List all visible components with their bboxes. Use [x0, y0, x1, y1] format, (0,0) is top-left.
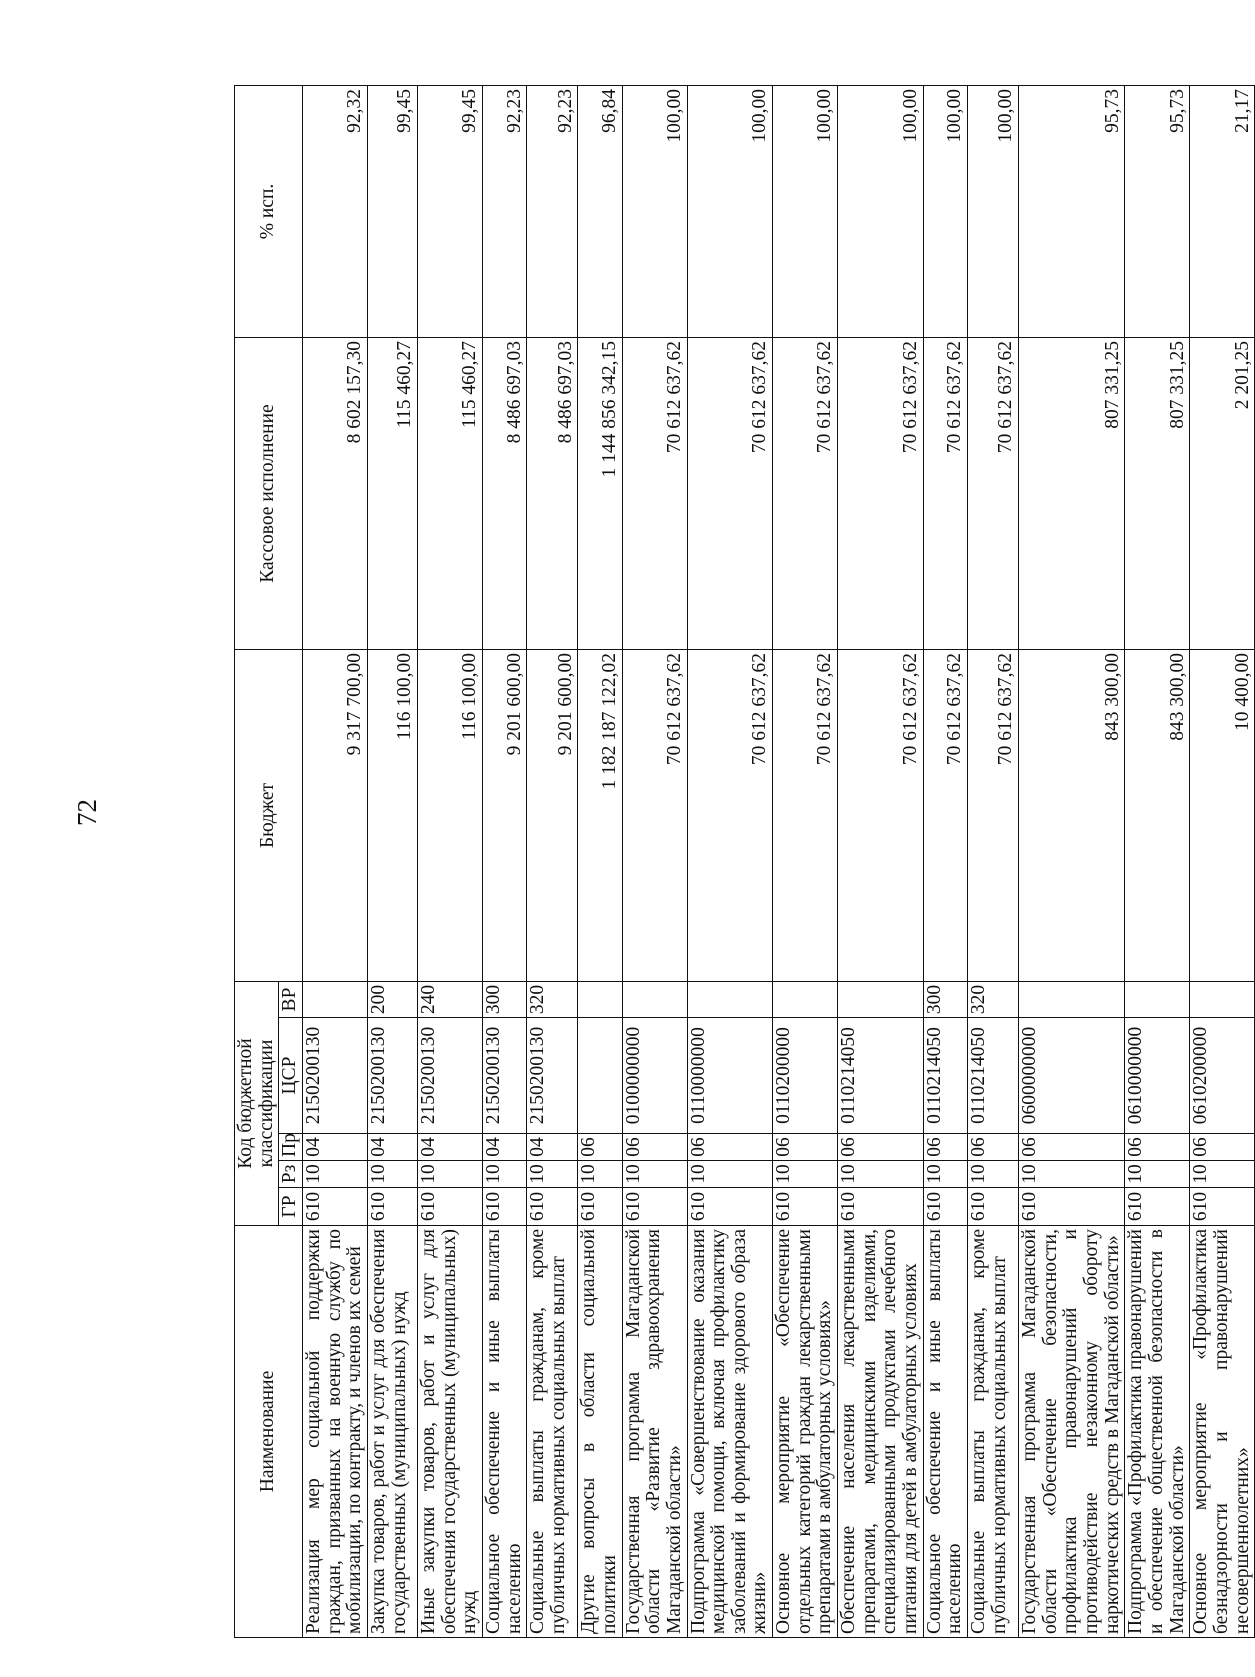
header-code-group: Код бюджетной классификации: [235, 982, 279, 1226]
row-name: Другие вопросы в области социальной политики: [578, 1226, 622, 1638]
row-budget: 70 612 637,62: [622, 650, 687, 982]
row-name: Закупка товаров, работ и услуг для обеспечения государственных (муниципальных) нужд: [367, 1226, 417, 1638]
row-execution: 70 612 637,62: [838, 338, 924, 650]
table-row: [1125, 86, 1190, 1638]
row-csr: 2150200130: [527, 1018, 578, 1134]
header-gr: ГР: [279, 1188, 303, 1226]
row-name: Государственная программа Магаданской области «Развитие здравоохранения Магаданской области»: [622, 1226, 687, 1638]
row-vr: 200: [367, 982, 417, 1018]
row-execution: 1 144 856 342,15: [578, 338, 622, 650]
row-csr: 2150200130: [367, 1018, 417, 1134]
header-percent: % исп.: [235, 86, 303, 338]
table-row: [838, 86, 924, 1638]
row-vr: [687, 982, 773, 1018]
row-pr: 06: [1190, 1134, 1255, 1161]
row-percent: 100,00: [687, 86, 773, 338]
row-gr: 610: [1019, 1188, 1125, 1226]
row-vr: 320: [968, 982, 1019, 1018]
row-name: Подпрограмма «Совершенствование оказания медицинской помощи, включая профилактику заболеваний и формирование здорового образа жизни»: [687, 1226, 773, 1638]
row-vr: [622, 982, 687, 1018]
row-pr: 06: [968, 1134, 1019, 1161]
row-budget: 116 100,00: [417, 650, 482, 982]
header-rz: Рз: [279, 1161, 303, 1188]
table-row: [1019, 86, 1125, 1638]
row-budget: 843 300,00: [1125, 650, 1190, 982]
row-vr: [1019, 982, 1125, 1018]
header-execution: Кассовое исполнение: [235, 338, 303, 650]
row-execution: 70 612 637,62: [968, 338, 1019, 650]
row-gr: 610: [367, 1188, 417, 1226]
row-pr: 04: [482, 1134, 526, 1161]
row-gr: 610: [527, 1188, 578, 1226]
row-execution: 115 460,27: [417, 338, 482, 650]
row-rz: 10: [1019, 1161, 1125, 1188]
row-budget: 70 612 637,62: [838, 650, 924, 982]
row-gr: 610: [482, 1188, 526, 1226]
header-vr: ВР: [279, 982, 303, 1018]
row-vr: 300: [923, 982, 967, 1018]
row-name: Социальные выплаты гражданам, кроме публичных нормативных социальных выплат: [968, 1226, 1019, 1638]
row-pr: 06: [773, 1134, 838, 1161]
row-rz: 10: [417, 1161, 482, 1188]
row-rz: 10: [1190, 1161, 1255, 1188]
row-rz: 10: [622, 1161, 687, 1188]
table-row: [687, 86, 773, 1638]
row-pr: 04: [367, 1134, 417, 1161]
row-percent: 92,32: [302, 86, 367, 338]
table-row: [578, 86, 622, 1638]
row-vr: 320: [527, 982, 578, 1018]
row-budget: 843 300,00: [1019, 650, 1125, 982]
row-percent: 100,00: [923, 86, 967, 338]
row-csr: 0110214050: [968, 1018, 1019, 1134]
row-execution: 70 612 637,62: [923, 338, 967, 650]
row-gr: 610: [838, 1188, 924, 1226]
table-row: [1190, 86, 1255, 1638]
row-percent: 96,84: [578, 86, 622, 338]
row-rz: 10: [482, 1161, 526, 1188]
row-execution: 70 612 637,62: [773, 338, 838, 650]
row-execution: 115 460,27: [367, 338, 417, 650]
row-rz: 10: [968, 1161, 1019, 1188]
row-csr: 0110000000: [687, 1018, 773, 1134]
row-budget: 70 612 637,62: [687, 650, 773, 982]
row-name: Государственная программа Магаданской области «Обеспечение безопасности, профилактика правонарушений и противодействие незаконному обороту наркотических средств в Магаданской области»: [1019, 1226, 1125, 1638]
row-name: Иные закупки товаров, работ и услуг для обеспечения государственных (муниципальных) нужд: [417, 1226, 482, 1638]
header-name: Наименование: [235, 1226, 303, 1638]
row-gr: 610: [1190, 1188, 1255, 1226]
row-pr: 04: [302, 1134, 367, 1161]
row-csr: 0610200000: [1190, 1018, 1255, 1134]
table-row: [417, 86, 482, 1638]
table-row: [968, 86, 1019, 1638]
budget-table-container: [234, 86, 1253, 1638]
row-execution: 807 331,25: [1019, 338, 1125, 650]
row-execution: 70 612 637,62: [687, 338, 773, 650]
row-execution: 8 602 157,30: [302, 338, 367, 650]
table-row: [622, 86, 687, 1638]
row-name: Социальное обеспечение и иные выплаты населению: [482, 1226, 526, 1638]
row-pr: 06: [578, 1134, 622, 1161]
row-percent: 92,23: [527, 86, 578, 338]
row-rz: 10: [773, 1161, 838, 1188]
row-percent: 100,00: [838, 86, 924, 338]
row-pr: 06: [1125, 1134, 1190, 1161]
row-rz: 10: [578, 1161, 622, 1188]
row-budget: 70 612 637,62: [773, 650, 838, 982]
row-rz: 10: [1125, 1161, 1190, 1188]
row-csr: 0110200000: [773, 1018, 838, 1134]
row-percent: 100,00: [622, 86, 687, 338]
row-rz: 10: [302, 1161, 367, 1188]
row-vr: 300: [482, 982, 526, 1018]
row-csr: 0610000000: [1125, 1018, 1190, 1134]
row-gr: 610: [923, 1188, 967, 1226]
row-pr: 04: [527, 1134, 578, 1161]
table-body: [302, 86, 1254, 1638]
row-gr: 610: [578, 1188, 622, 1226]
row-name: Основное мероприятие «Профилактика безнадзорности и правонарушений несовершеннолетних»: [1190, 1226, 1255, 1638]
row-gr: 610: [302, 1188, 367, 1226]
row-name: Основное мероприятие «Обеспечение отдельных категорий граждан лекарственными препаратами в амбулаторных условиях»: [773, 1226, 838, 1638]
row-csr: 0600000000: [1019, 1018, 1125, 1134]
row-percent: 92,23: [482, 86, 526, 338]
row-budget: 1 182 187 122,02: [578, 650, 622, 982]
row-csr: 0100000000: [622, 1018, 687, 1134]
row-vr: [302, 982, 367, 1018]
row-budget: 70 612 637,62: [923, 650, 967, 982]
row-rz: 10: [838, 1161, 924, 1188]
row-percent: 95,73: [1019, 86, 1125, 338]
row-rz: 10: [923, 1161, 967, 1188]
header-budget: Бюджет: [235, 650, 303, 982]
row-vr: [838, 982, 924, 1018]
header-csr: ЦСР: [279, 1018, 303, 1134]
row-csr: [578, 1018, 622, 1134]
budget-execution-table: [234, 85, 1255, 1638]
table-row: [923, 86, 967, 1638]
row-pr: 06: [687, 1134, 773, 1161]
row-execution: 70 612 637,62: [622, 338, 687, 650]
row-csr: 2150200130: [417, 1018, 482, 1134]
table-row: [302, 86, 367, 1638]
page-number: 72: [72, 799, 102, 826]
table-row: [367, 86, 417, 1638]
table-row: [527, 86, 578, 1638]
row-rz: 10: [527, 1161, 578, 1188]
row-percent: 99,45: [417, 86, 482, 338]
row-pr: 06: [622, 1134, 687, 1161]
row-percent: 21,17: [1190, 86, 1255, 338]
row-vr: [578, 982, 622, 1018]
row-csr: 0110214050: [923, 1018, 967, 1134]
row-name: Социальные выплаты гражданам, кроме публичных нормативных социальных выплат: [527, 1226, 578, 1638]
row-name: Социальное обеспечение и иные выплаты населению: [923, 1226, 967, 1638]
row-rz: 10: [367, 1161, 417, 1188]
row-vr: [1125, 982, 1190, 1018]
row-csr: 0110214050: [838, 1018, 924, 1134]
row-budget: 10 400,00: [1190, 650, 1255, 982]
header-pr: Пр: [279, 1134, 303, 1161]
row-gr: 610: [687, 1188, 773, 1226]
row-pr: 04: [417, 1134, 482, 1161]
row-budget: 116 100,00: [367, 650, 417, 982]
row-vr: [1190, 982, 1255, 1018]
table-row: [773, 86, 838, 1638]
row-percent: 95,73: [1125, 86, 1190, 338]
row-gr: 610: [1125, 1188, 1190, 1226]
table-row: [482, 86, 526, 1638]
row-execution: 2 201,25: [1190, 338, 1255, 650]
row-pr: 06: [923, 1134, 967, 1161]
row-name: Обеспечение населения лекарственными препаратами, медицинскими изделиями, специализированными продуктами лечебного питания для детей в амбулаторных условиях: [838, 1226, 924, 1638]
row-vr: 240: [417, 982, 482, 1018]
row-csr: 2150200130: [482, 1018, 526, 1134]
row-pr: 06: [1019, 1134, 1125, 1161]
row-execution: 8 486 697,03: [527, 338, 578, 650]
row-vr: [773, 982, 838, 1018]
table-header: [235, 86, 303, 1638]
row-percent: 99,45: [367, 86, 417, 338]
row-csr: 2150200130: [302, 1018, 367, 1134]
row-execution: 807 331,25: [1125, 338, 1190, 650]
row-execution: 8 486 697,03: [482, 338, 526, 650]
row-percent: 100,00: [773, 86, 838, 338]
row-budget: 70 612 637,62: [968, 650, 1019, 982]
row-rz: 10: [687, 1161, 773, 1188]
row-percent: 100,00: [968, 86, 1019, 338]
row-gr: 610: [773, 1188, 838, 1226]
row-gr: 610: [417, 1188, 482, 1226]
row-gr: 610: [968, 1188, 1019, 1226]
row-pr: 06: [838, 1134, 924, 1161]
row-budget: 9 201 600,00: [527, 650, 578, 982]
row-budget: 9 317 700,00: [302, 650, 367, 982]
row-name: Реализация мер социальной поддержки граждан, призванных на военную службу по мобилизации, по контракту, и членов их семей: [302, 1226, 367, 1638]
row-name: Подпрограмма «Профилактика правонарушений и обеспечение общественной безопасности в Магаданской области»: [1125, 1226, 1190, 1638]
row-gr: 610: [622, 1188, 687, 1226]
row-budget: 9 201 600,00: [482, 650, 526, 982]
